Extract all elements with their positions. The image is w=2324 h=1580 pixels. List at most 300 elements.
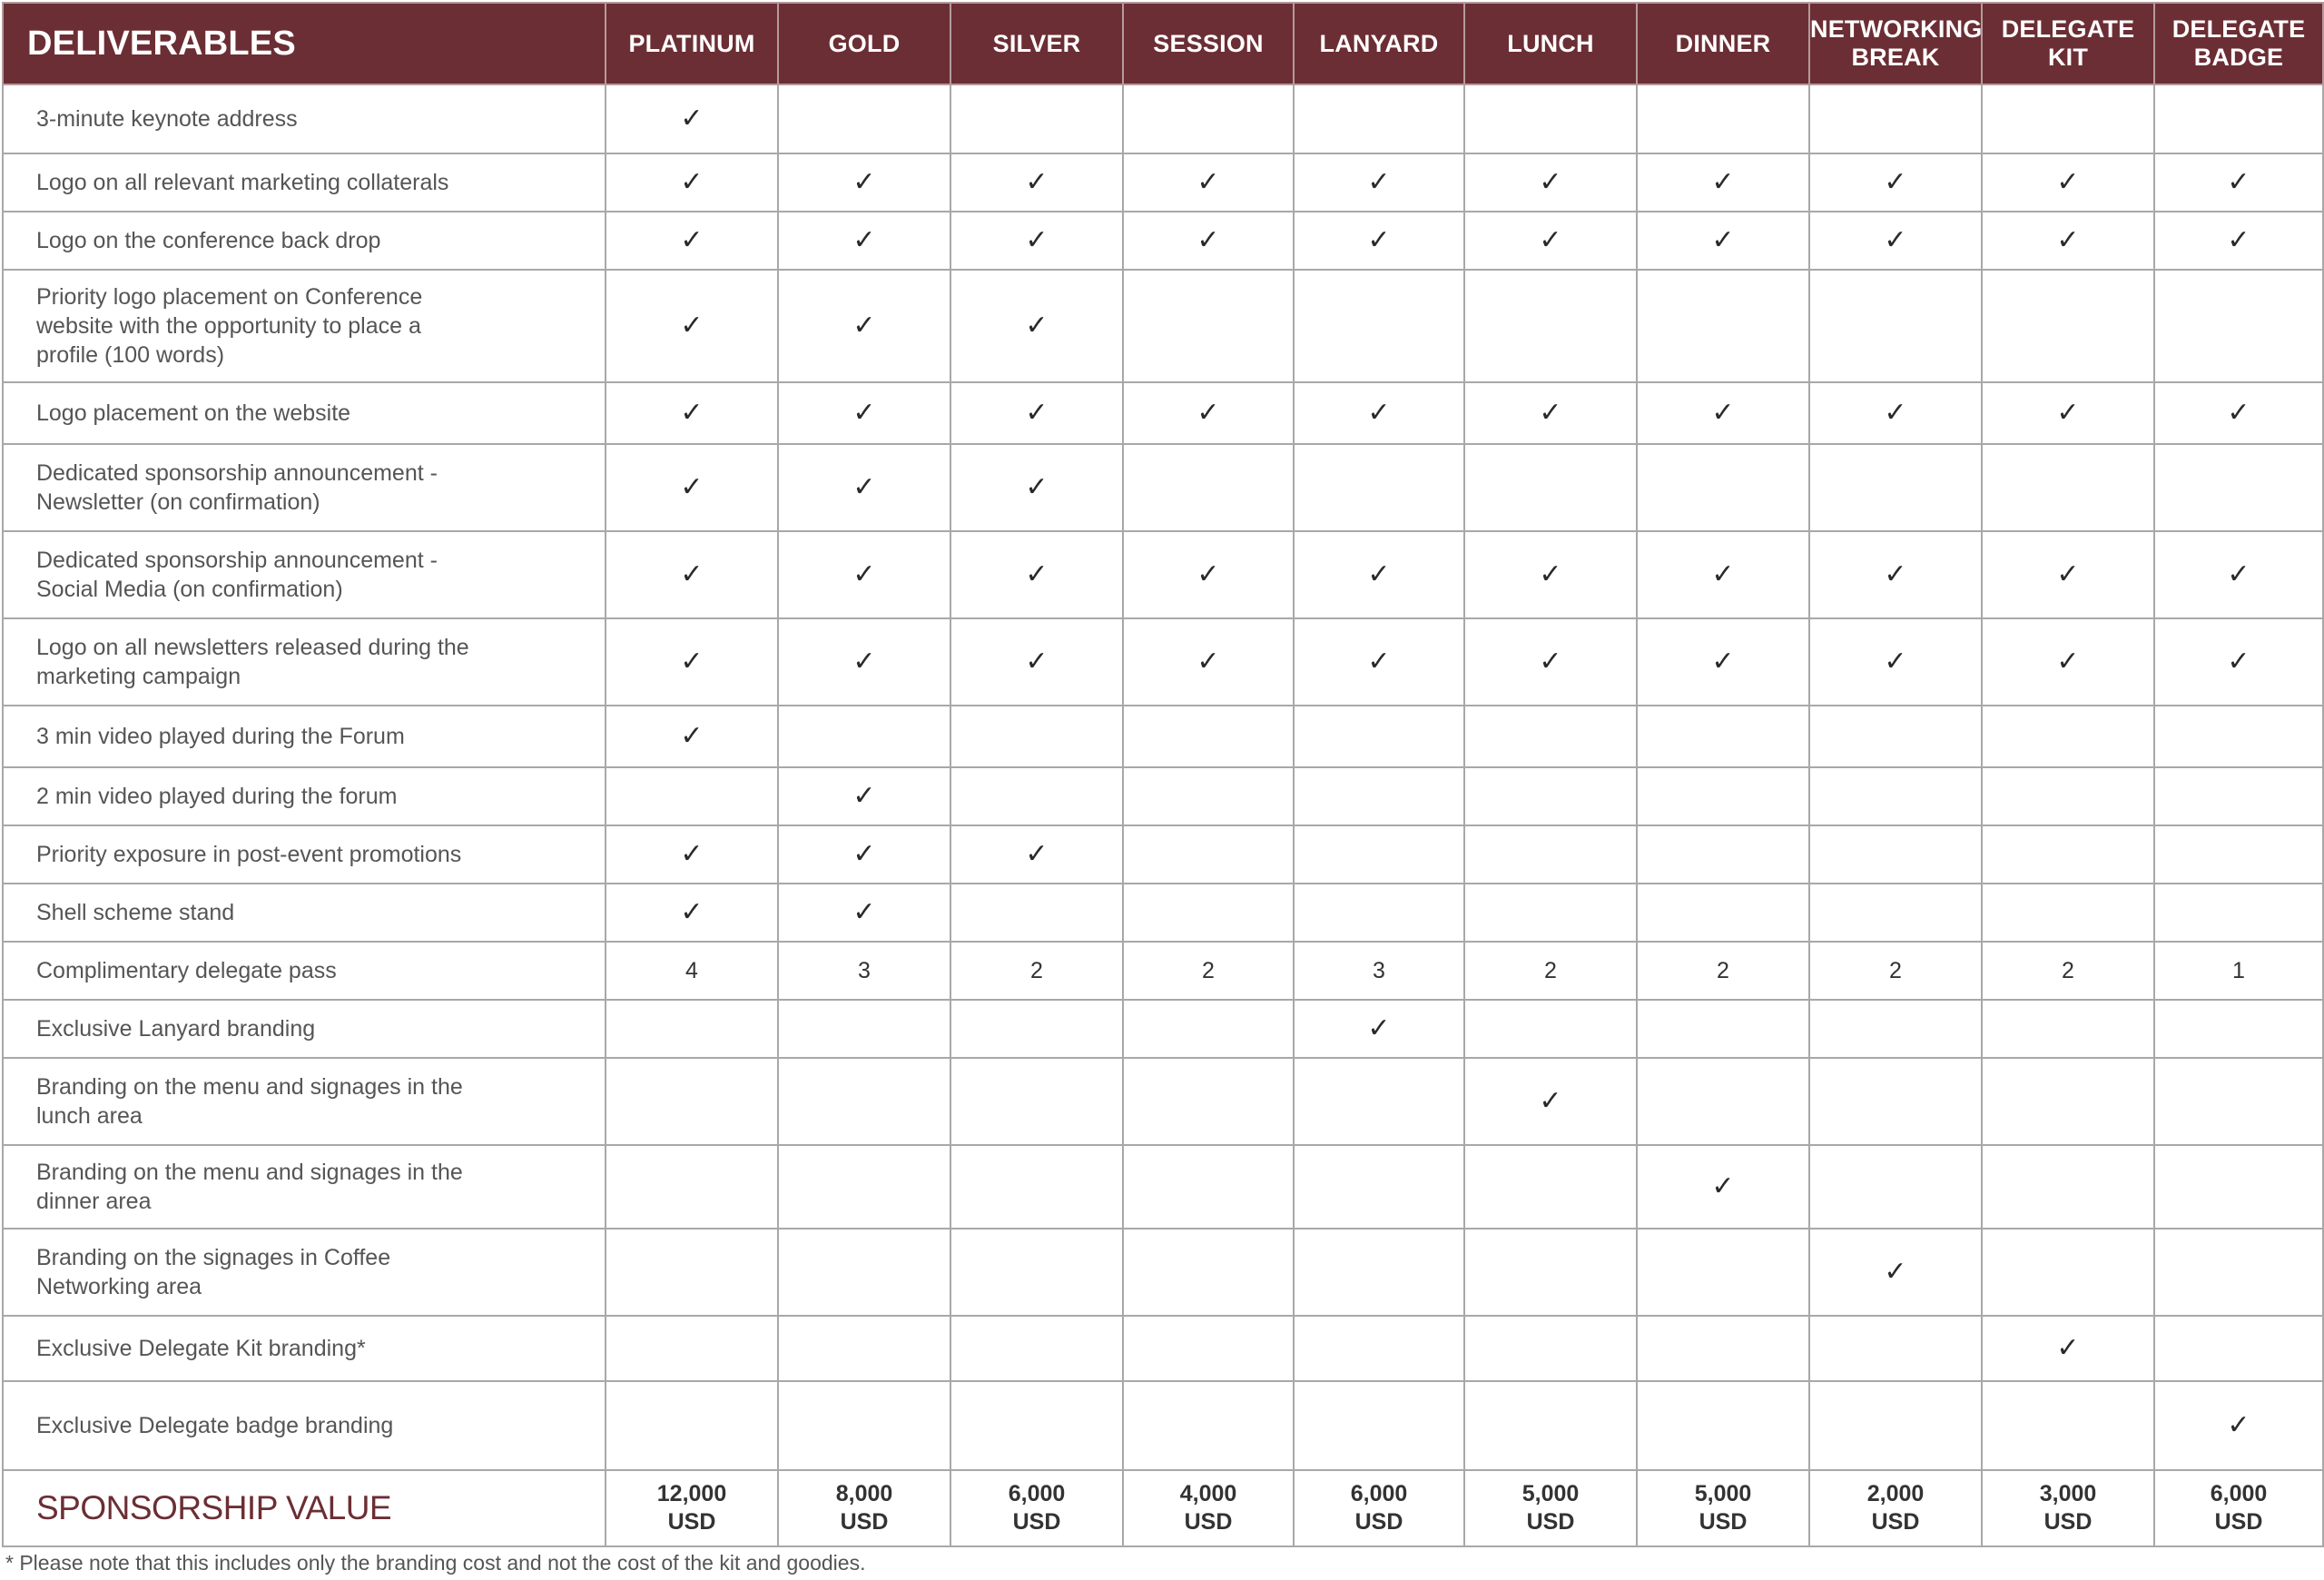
empty-cell	[1809, 444, 1982, 531]
empty-cell	[1982, 884, 2154, 942]
empty-cell	[1464, 270, 1637, 382]
empty-cell	[1123, 1229, 1294, 1316]
text-line: Exclusive Delegate badge branding	[36, 1413, 394, 1438]
empty-cell	[1123, 444, 1294, 531]
check-icon: ✓	[950, 531, 1123, 618]
text-line: Logo placement on the website	[36, 400, 351, 426]
empty-cell	[1637, 270, 1809, 382]
empty-cell	[1982, 84, 2154, 153]
check-icon: ✓	[1809, 618, 1982, 706]
empty-cell	[606, 1058, 778, 1145]
empty-cell	[1637, 1381, 1809, 1470]
text-line: Branding on the menu and signages in the	[36, 1074, 463, 1100]
text-line: USD	[1354, 1509, 1403, 1535]
text-line: USD	[667, 1509, 716, 1535]
column-header	[1123, 3, 1294, 84]
empty-cell	[1809, 884, 1982, 942]
empty-cell	[1809, 767, 1982, 825]
empty-cell	[1637, 1000, 1809, 1058]
empty-cell	[1123, 1058, 1294, 1145]
check-icon: ✓	[950, 382, 1123, 444]
empty-cell	[1637, 706, 1809, 767]
empty-cell	[1464, 767, 1637, 825]
empty-cell	[1809, 1145, 1982, 1229]
check-icon: ✓	[1637, 153, 1809, 212]
check-icon: ✓	[606, 618, 778, 706]
empty-cell	[1294, 767, 1464, 825]
empty-cell	[606, 1000, 778, 1058]
empty-cell	[1464, 1145, 1637, 1229]
check-icon: ✓	[2154, 153, 2323, 212]
check-icon: ✓	[1637, 618, 1809, 706]
empty-cell	[1982, 767, 2154, 825]
check-icon: ✓	[1982, 212, 2154, 270]
check-icon: ✓	[1464, 382, 1637, 444]
text-line: USD	[2043, 1509, 2093, 1535]
text-line: DELEGATE	[2171, 15, 2306, 43]
check-icon: ✓	[1464, 153, 1637, 212]
empty-cell	[1637, 84, 1809, 153]
check-icon: ✓	[778, 618, 950, 706]
check-icon: ✓	[950, 212, 1123, 270]
text-line: Dedicated sponsorship announcement -	[36, 460, 438, 486]
empty-cell	[2154, 444, 2323, 531]
empty-cell	[606, 1229, 778, 1316]
table-row	[3, 382, 2323, 444]
empty-cell	[1982, 1058, 2154, 1145]
empty-cell	[1464, 825, 1637, 884]
text-line: USD	[1699, 1509, 1748, 1535]
text-line: DINNER	[1675, 29, 1771, 57]
text-line: DELEGATE	[2001, 15, 2135, 43]
text-line: BADGE	[2193, 44, 2284, 71]
empty-cell	[2154, 1316, 2323, 1381]
check-icon: ✓	[606, 212, 778, 270]
empty-cell	[606, 767, 778, 825]
check-icon: ✓	[1982, 1316, 2154, 1381]
empty-cell	[950, 1316, 1123, 1381]
empty-cell	[950, 706, 1123, 767]
check-icon: ✓	[1809, 153, 1982, 212]
check-icon: ✓	[950, 825, 1123, 884]
check-icon: ✓	[606, 382, 778, 444]
check-icon: ✓	[1982, 153, 2154, 212]
pass-count-cell: 4	[606, 942, 778, 1000]
empty-cell	[606, 1381, 778, 1470]
deliverable-label	[3, 825, 606, 884]
empty-cell	[2154, 1058, 2323, 1145]
check-icon: ✓	[1464, 212, 1637, 270]
empty-cell	[778, 1381, 950, 1470]
empty-cell	[1982, 825, 2154, 884]
empty-cell	[606, 1316, 778, 1381]
table-row	[3, 1381, 2323, 1470]
check-icon: ✓	[2154, 212, 2323, 270]
empty-cell	[778, 1145, 950, 1229]
check-icon: ✓	[1809, 531, 1982, 618]
deliverable-label	[3, 706, 606, 767]
text-line: NETWORKING	[1810, 15, 1983, 43]
column-header	[1294, 3, 1464, 84]
empty-cell	[1123, 884, 1294, 942]
column-header	[1637, 3, 1809, 84]
empty-cell	[1464, 1381, 1637, 1470]
empty-cell	[2154, 767, 2323, 825]
pass-count-cell: 3	[778, 942, 950, 1000]
text-line: USD	[1184, 1509, 1233, 1535]
empty-cell	[1464, 1000, 1637, 1058]
empty-cell	[1637, 884, 1809, 942]
empty-cell	[1982, 706, 2154, 767]
check-icon: ✓	[1809, 212, 1982, 270]
pass-count-cell: 2	[1809, 942, 1982, 1000]
text-line: Dedicated sponsorship announcement -	[36, 548, 438, 573]
text-line: Branding on the signages in Coffee	[36, 1245, 391, 1270]
text-line: 3-minute keynote address	[36, 106, 298, 132]
text-line: Priority logo placement on Conference	[36, 284, 423, 310]
table-row	[3, 153, 2323, 212]
check-icon: ✓	[606, 84, 778, 153]
price-cell	[778, 1470, 950, 1546]
check-icon: ✓	[778, 444, 950, 531]
empty-cell	[2154, 1229, 2323, 1316]
empty-cell	[950, 767, 1123, 825]
empty-cell	[1982, 1000, 2154, 1058]
check-icon: ✓	[1982, 531, 2154, 618]
deliverable-label	[3, 1058, 606, 1145]
empty-cell	[1294, 706, 1464, 767]
text-line: Logo on the conference back drop	[36, 228, 381, 253]
empty-cell	[1123, 767, 1294, 825]
deliverable-label	[3, 942, 606, 1000]
text-line: Networking area	[36, 1274, 202, 1299]
check-icon: ✓	[1294, 153, 1464, 212]
price-cell	[606, 1470, 778, 1546]
table-row	[3, 825, 2323, 884]
column-header	[778, 3, 950, 84]
check-icon: ✓	[2154, 531, 2323, 618]
empty-cell	[1294, 825, 1464, 884]
empty-cell	[778, 706, 950, 767]
empty-cell	[1809, 825, 1982, 884]
text-line: Shell scheme stand	[36, 900, 235, 925]
empty-cell	[1123, 1381, 1294, 1470]
text-line: Branding on the menu and signages in the	[36, 1160, 463, 1185]
check-icon: ✓	[1809, 1229, 1982, 1316]
check-icon: ✓	[606, 531, 778, 618]
check-icon: ✓	[606, 706, 778, 767]
price-cell	[1464, 1470, 1637, 1546]
check-icon: ✓	[1637, 531, 1809, 618]
check-icon: ✓	[1294, 212, 1464, 270]
empty-cell	[1637, 1058, 1809, 1145]
check-icon: ✓	[1123, 212, 1294, 270]
price-cell	[2154, 1470, 2323, 1546]
column-header	[606, 3, 778, 84]
pass-count-cell: 3	[1294, 942, 1464, 1000]
empty-cell	[1809, 84, 1982, 153]
text-line: LANYARD	[1319, 29, 1439, 57]
text-line: USD	[1871, 1509, 1920, 1535]
empty-cell	[2154, 1000, 2323, 1058]
text-line: lunch area	[36, 1103, 143, 1129]
table-row	[3, 706, 2323, 767]
deliverable-label	[3, 884, 606, 942]
check-icon: ✓	[950, 153, 1123, 212]
empty-cell	[1294, 270, 1464, 382]
check-icon: ✓	[1982, 382, 2154, 444]
text-line: profile (100 words)	[36, 342, 225, 368]
empty-cell	[1464, 1316, 1637, 1381]
text-line: Exclusive Delegate Kit branding*	[36, 1336, 366, 1361]
deliverable-label	[3, 84, 606, 153]
deliverable-label	[3, 1381, 606, 1470]
table-row	[3, 531, 2323, 618]
empty-cell	[1982, 270, 2154, 382]
empty-cell	[1294, 1058, 1464, 1145]
table-row	[3, 270, 2323, 382]
table-row	[3, 942, 2323, 1000]
text-line: 6,000	[1350, 1481, 1408, 1506]
price-cell	[1809, 1470, 1982, 1546]
empty-cell	[1464, 884, 1637, 942]
check-icon: ✓	[778, 212, 950, 270]
price-cell	[950, 1470, 1123, 1546]
empty-cell	[1294, 884, 1464, 942]
deliverable-label	[3, 618, 606, 706]
empty-cell	[1294, 1145, 1464, 1229]
price-cell	[1637, 1470, 1809, 1546]
pass-count-cell: 2	[1982, 942, 2154, 1000]
text-line: Exclusive Lanyard branding	[36, 1016, 316, 1042]
text-line: LUNCH	[1507, 29, 1594, 57]
table-row	[3, 618, 2323, 706]
text-line: 8,000	[835, 1481, 893, 1506]
empty-cell	[1637, 444, 1809, 531]
empty-cell	[950, 1145, 1123, 1229]
check-icon: ✓	[778, 270, 950, 382]
check-icon: ✓	[1637, 212, 1809, 270]
empty-cell	[1464, 84, 1637, 153]
empty-cell	[1123, 706, 1294, 767]
empty-cell	[606, 1145, 778, 1229]
empty-cell	[1809, 1000, 1982, 1058]
empty-cell	[2154, 84, 2323, 153]
text-line: USD	[2214, 1509, 2263, 1535]
empty-cell	[1809, 1316, 1982, 1381]
deliverables-header: DELIVERABLES	[3, 3, 606, 84]
empty-cell	[950, 1058, 1123, 1145]
empty-cell	[1809, 706, 1982, 767]
check-icon: ✓	[778, 153, 950, 212]
empty-cell	[1637, 1316, 1809, 1381]
text-line: USD	[840, 1509, 889, 1535]
text-line: website with the opportunity to place a	[36, 313, 421, 339]
text-line: Logo on all newsletters released during the	[36, 635, 469, 660]
empty-cell	[1123, 84, 1294, 153]
table-row	[3, 767, 2323, 825]
text-line: 6,000	[2210, 1481, 2268, 1506]
text-line: Social Media (on confirmation)	[36, 577, 343, 602]
table-row	[3, 1000, 2323, 1058]
table-row	[3, 1316, 2323, 1381]
pass-count-cell: 1	[2154, 942, 2323, 1000]
check-icon: ✓	[1464, 1058, 1637, 1145]
check-icon: ✓	[1294, 531, 1464, 618]
empty-cell	[2154, 825, 2323, 884]
check-icon: ✓	[606, 153, 778, 212]
deliverable-label	[3, 212, 606, 270]
empty-cell	[1294, 1316, 1464, 1381]
empty-cell	[1637, 1229, 1809, 1316]
empty-cell	[1123, 825, 1294, 884]
check-icon: ✓	[1982, 618, 2154, 706]
empty-cell	[778, 84, 950, 153]
text-line: Complimentary delegate pass	[36, 958, 337, 983]
check-icon: ✓	[2154, 382, 2323, 444]
empty-cell	[2154, 270, 2323, 382]
empty-cell	[1294, 1381, 1464, 1470]
empty-cell	[1294, 444, 1464, 531]
table-row	[3, 1058, 2323, 1145]
column-header	[2154, 3, 2323, 84]
text-line: USD	[1012, 1509, 1061, 1535]
empty-cell	[1809, 1058, 1982, 1145]
text-line: 5,000	[1521, 1481, 1580, 1506]
column-header	[950, 3, 1123, 84]
text-line: 4,000	[1179, 1481, 1237, 1506]
empty-cell	[950, 1381, 1123, 1470]
empty-cell	[1123, 1000, 1294, 1058]
check-icon: ✓	[2154, 618, 2323, 706]
check-icon: ✓	[606, 825, 778, 884]
text-line: KIT	[2047, 44, 2089, 71]
empty-cell	[1464, 444, 1637, 531]
check-icon: ✓	[950, 618, 1123, 706]
check-icon: ✓	[1123, 153, 1294, 212]
text-line: 12,000	[656, 1481, 727, 1506]
deliverable-label	[3, 270, 606, 382]
empty-cell	[2154, 1145, 2323, 1229]
text-line: SESSION	[1153, 29, 1264, 57]
check-icon: ✓	[1464, 531, 1637, 618]
deliverable-label	[3, 1316, 606, 1381]
empty-cell	[1464, 706, 1637, 767]
check-icon: ✓	[1123, 531, 1294, 618]
deliverable-label	[3, 153, 606, 212]
table-row	[3, 1229, 2323, 1316]
empty-cell	[2154, 706, 2323, 767]
empty-cell	[1982, 1229, 2154, 1316]
text-line: USD	[1526, 1509, 1575, 1535]
column-header	[1982, 3, 2154, 84]
check-icon: ✓	[778, 382, 950, 444]
check-icon: ✓	[1294, 382, 1464, 444]
text-line: PLATINUM	[628, 29, 755, 57]
check-icon: ✓	[1294, 618, 1464, 706]
empty-cell	[1637, 825, 1809, 884]
empty-cell	[778, 1229, 950, 1316]
sponsorship-value-label: SPONSORSHIP VALUE	[3, 1470, 606, 1546]
empty-cell	[1982, 1145, 2154, 1229]
check-icon: ✓	[1809, 382, 1982, 444]
empty-cell	[778, 1058, 950, 1145]
table-header-row	[3, 3, 2323, 84]
table-row	[3, 884, 2323, 942]
empty-cell	[950, 1000, 1123, 1058]
check-icon: ✓	[606, 444, 778, 531]
table-row	[3, 1145, 2323, 1229]
deliverable-label	[3, 1145, 606, 1229]
empty-cell	[1123, 270, 1294, 382]
empty-cell	[778, 1000, 950, 1058]
check-icon: ✓	[778, 884, 950, 942]
deliverables-table	[2, 2, 2324, 1547]
column-header	[1809, 3, 1982, 84]
footnote: * Please note that this includes only the branding cost and not the cost of the kit and goodies.	[5, 1551, 866, 1575]
deliverable-label	[3, 1229, 606, 1316]
empty-cell	[1982, 1381, 2154, 1470]
text-line: Newsletter (on confirmation)	[36, 489, 320, 515]
text-line: BREAK	[1851, 44, 1940, 71]
text-line: 3 min video played during the Forum	[36, 724, 405, 749]
check-icon: ✓	[778, 531, 950, 618]
text-line: GOLD	[828, 29, 901, 57]
empty-cell	[950, 84, 1123, 153]
empty-cell	[778, 1316, 950, 1381]
text-line: 3,000	[2039, 1481, 2097, 1506]
text-line: 2,000	[1866, 1481, 1925, 1506]
check-icon: ✓	[1123, 618, 1294, 706]
deliverable-label	[3, 767, 606, 825]
text-line: 6,000	[1008, 1481, 1066, 1506]
table-body	[3, 84, 2323, 1546]
check-icon: ✓	[1637, 1145, 1809, 1229]
empty-cell	[1123, 1145, 1294, 1229]
check-icon: ✓	[950, 444, 1123, 531]
empty-cell	[1809, 270, 1982, 382]
text-line: dinner area	[36, 1189, 152, 1214]
text-line: Logo on all relevant marketing collaterals	[36, 170, 449, 195]
price-cell	[1123, 1470, 1294, 1546]
check-icon: ✓	[606, 270, 778, 382]
empty-cell	[1123, 1316, 1294, 1381]
sponsorship-value-row	[3, 1470, 2323, 1546]
deliverable-label	[3, 382, 606, 444]
text-line: SILVER	[992, 29, 1081, 57]
pass-count-cell: 2	[1123, 942, 1294, 1000]
empty-cell	[1809, 1381, 1982, 1470]
empty-cell	[1294, 1229, 1464, 1316]
check-icon: ✓	[1294, 1000, 1464, 1058]
text-line: 2 min video played during the forum	[36, 784, 398, 809]
table-row	[3, 84, 2323, 153]
price-cell	[1982, 1470, 2154, 1546]
text-line: 5,000	[1694, 1481, 1752, 1506]
pass-count-cell: 2	[1637, 942, 1809, 1000]
column-header	[1464, 3, 1637, 84]
pass-count-cell: 2	[1464, 942, 1637, 1000]
empty-cell	[2154, 884, 2323, 942]
deliverable-label	[3, 1000, 606, 1058]
text-line: marketing campaign	[36, 664, 241, 689]
check-icon: ✓	[778, 767, 950, 825]
empty-cell	[950, 884, 1123, 942]
empty-cell	[1637, 767, 1809, 825]
check-icon: ✓	[950, 270, 1123, 382]
text-line: Priority exposure in post-event promotions	[36, 842, 462, 867]
check-icon: ✓	[1637, 382, 1809, 444]
